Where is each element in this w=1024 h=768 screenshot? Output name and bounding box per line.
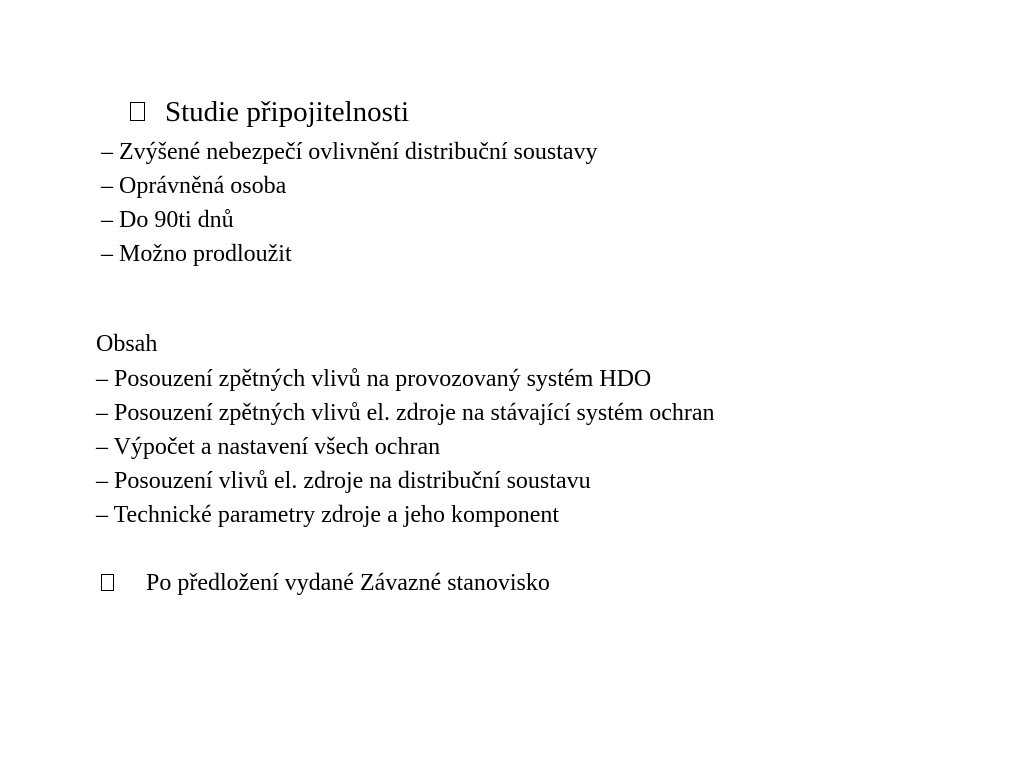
section1-item-4: – Možno prodloužit bbox=[101, 241, 292, 267]
section1-heading: Studie připojitelnosti bbox=[165, 96, 410, 128]
section2-item-2: – Posouzení zpětných vlivů el. zdroje na stávající systém ochran bbox=[96, 400, 715, 426]
section1-item-2: – Oprávněná osoba bbox=[101, 173, 287, 199]
square-bullet-icon bbox=[101, 574, 114, 591]
section2-item-3: – Výpočet a nastavení všech ochran bbox=[96, 434, 441, 460]
section2-item-5: – Technické parametry zdroje a jeho komponent bbox=[96, 502, 560, 528]
section2-item-1: – Posouzení zpětných vlivů na provozovaný systém HDO bbox=[96, 366, 652, 392]
section2-item-4: – Posouzení vlivů el. zdroje na distribuční soustavu bbox=[96, 468, 591, 494]
section2-heading: Obsah bbox=[96, 331, 158, 357]
section3-text: Po předložení vydané Závazné stanovisko bbox=[146, 570, 550, 596]
section1-item-1: – Zvýšené nebezpečí ovlivnění distribuční soustavy bbox=[101, 139, 598, 165]
section1-item-3: – Do 90ti dnů bbox=[101, 207, 234, 233]
square-bullet-icon bbox=[130, 102, 145, 121]
